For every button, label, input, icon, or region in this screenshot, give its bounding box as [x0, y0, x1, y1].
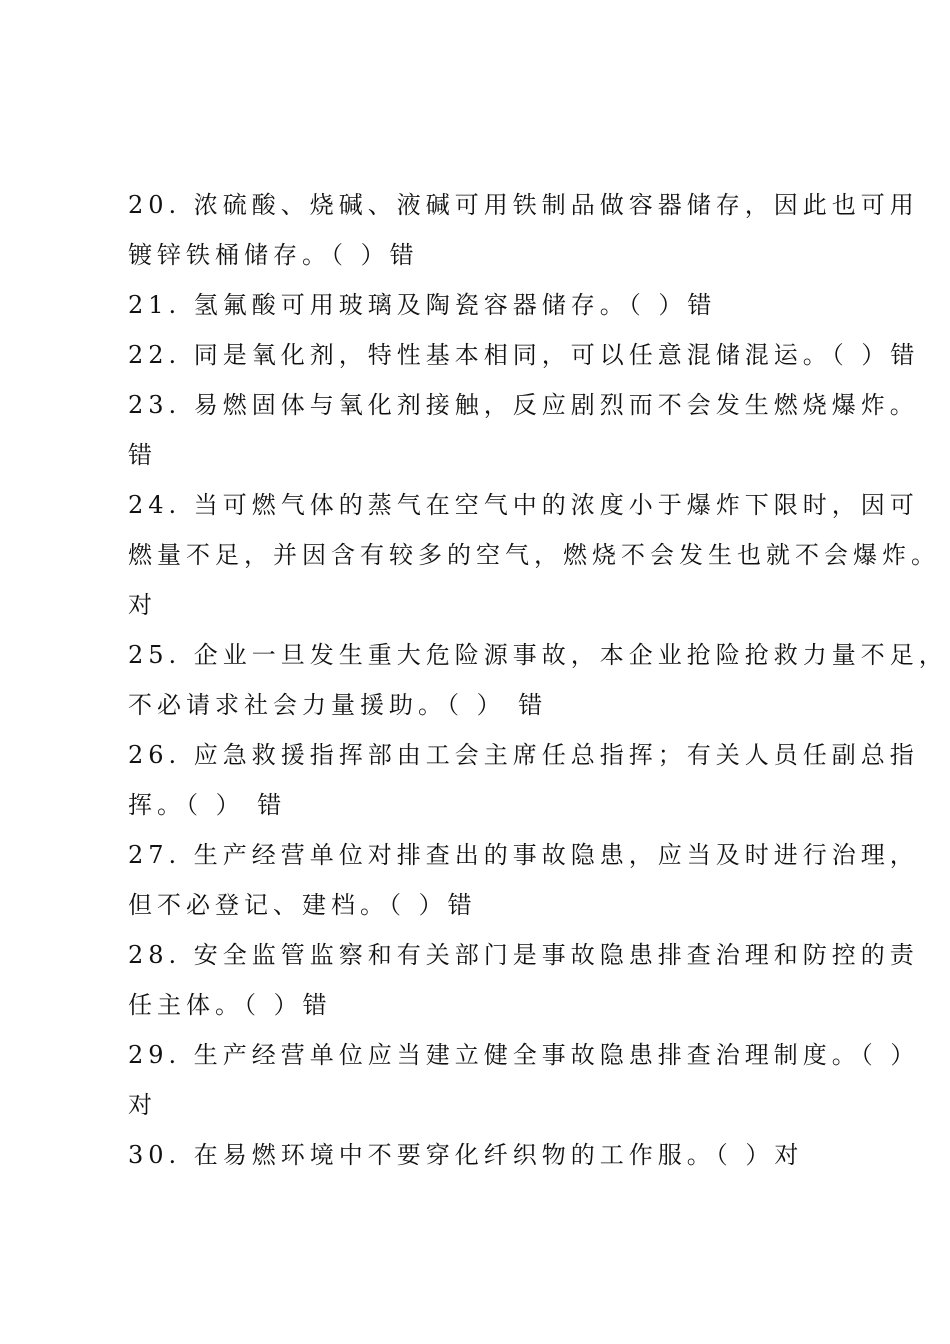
text-line: 挥。（ ） 错 — [128, 791, 287, 819]
text-line: 对 — [128, 591, 157, 619]
text-line: 燃量不足，并因含有较多的空气，燃烧不会发生也就不会爆炸。 — [128, 541, 940, 569]
text-line: 21. 氢氟酸可用玻璃及陶瓷容器储存。（ ）错 — [128, 291, 717, 319]
text-line: 26. 应急救援指挥部由工会主席任总指挥；有关人员任副总指 — [128, 741, 919, 769]
text-line: 24. 当可燃气体的蒸气在空气中的浓度小于爆炸下限时，因可 — [128, 491, 919, 519]
text-line: 镀锌铁桶储存。（ ）错 — [128, 241, 419, 269]
text-line: 20. 浓硫酸、烧碱、液碱可用铁制品做容器储存，因此也可用 — [128, 191, 919, 219]
question-list — [128, 180, 948, 1180]
text-line: 23. 易燃固体与氧化剂接触，反应剧烈而不会发生燃烧爆炸。 — [128, 391, 919, 419]
text-line: 25. 企业一旦发生重大危险源事故，本企业抢险抢救力量不足， — [128, 641, 948, 669]
text-line: 30. 在易燃环境中不要穿化纤织物的工作服。（ ）对 — [128, 1141, 804, 1169]
text-line: 错 — [128, 441, 157, 469]
text-line: 但不必登记、建档。（ ）错 — [128, 891, 477, 919]
text-line: 不必请求社会力量援助。（ ） 错 — [128, 691, 548, 719]
text-line: 28. 安全监管监察和有关部门是事故隐患排查治理和防控的责 — [128, 941, 919, 969]
text-line: 29. 生产经营单位应当建立健全事故隐患排查治理制度。（ ） — [128, 1041, 920, 1069]
text-line: 22. 同是氧化剂，特性基本相同，可以任意混储混运。（ ）错 — [128, 341, 920, 369]
text-line: 对 — [128, 1091, 157, 1119]
text-line: 27. 生产经营单位对排查出的事故隐患，应当及时进行治理， — [128, 841, 919, 869]
text-line: 任主体。（ ）错 — [128, 991, 332, 1019]
